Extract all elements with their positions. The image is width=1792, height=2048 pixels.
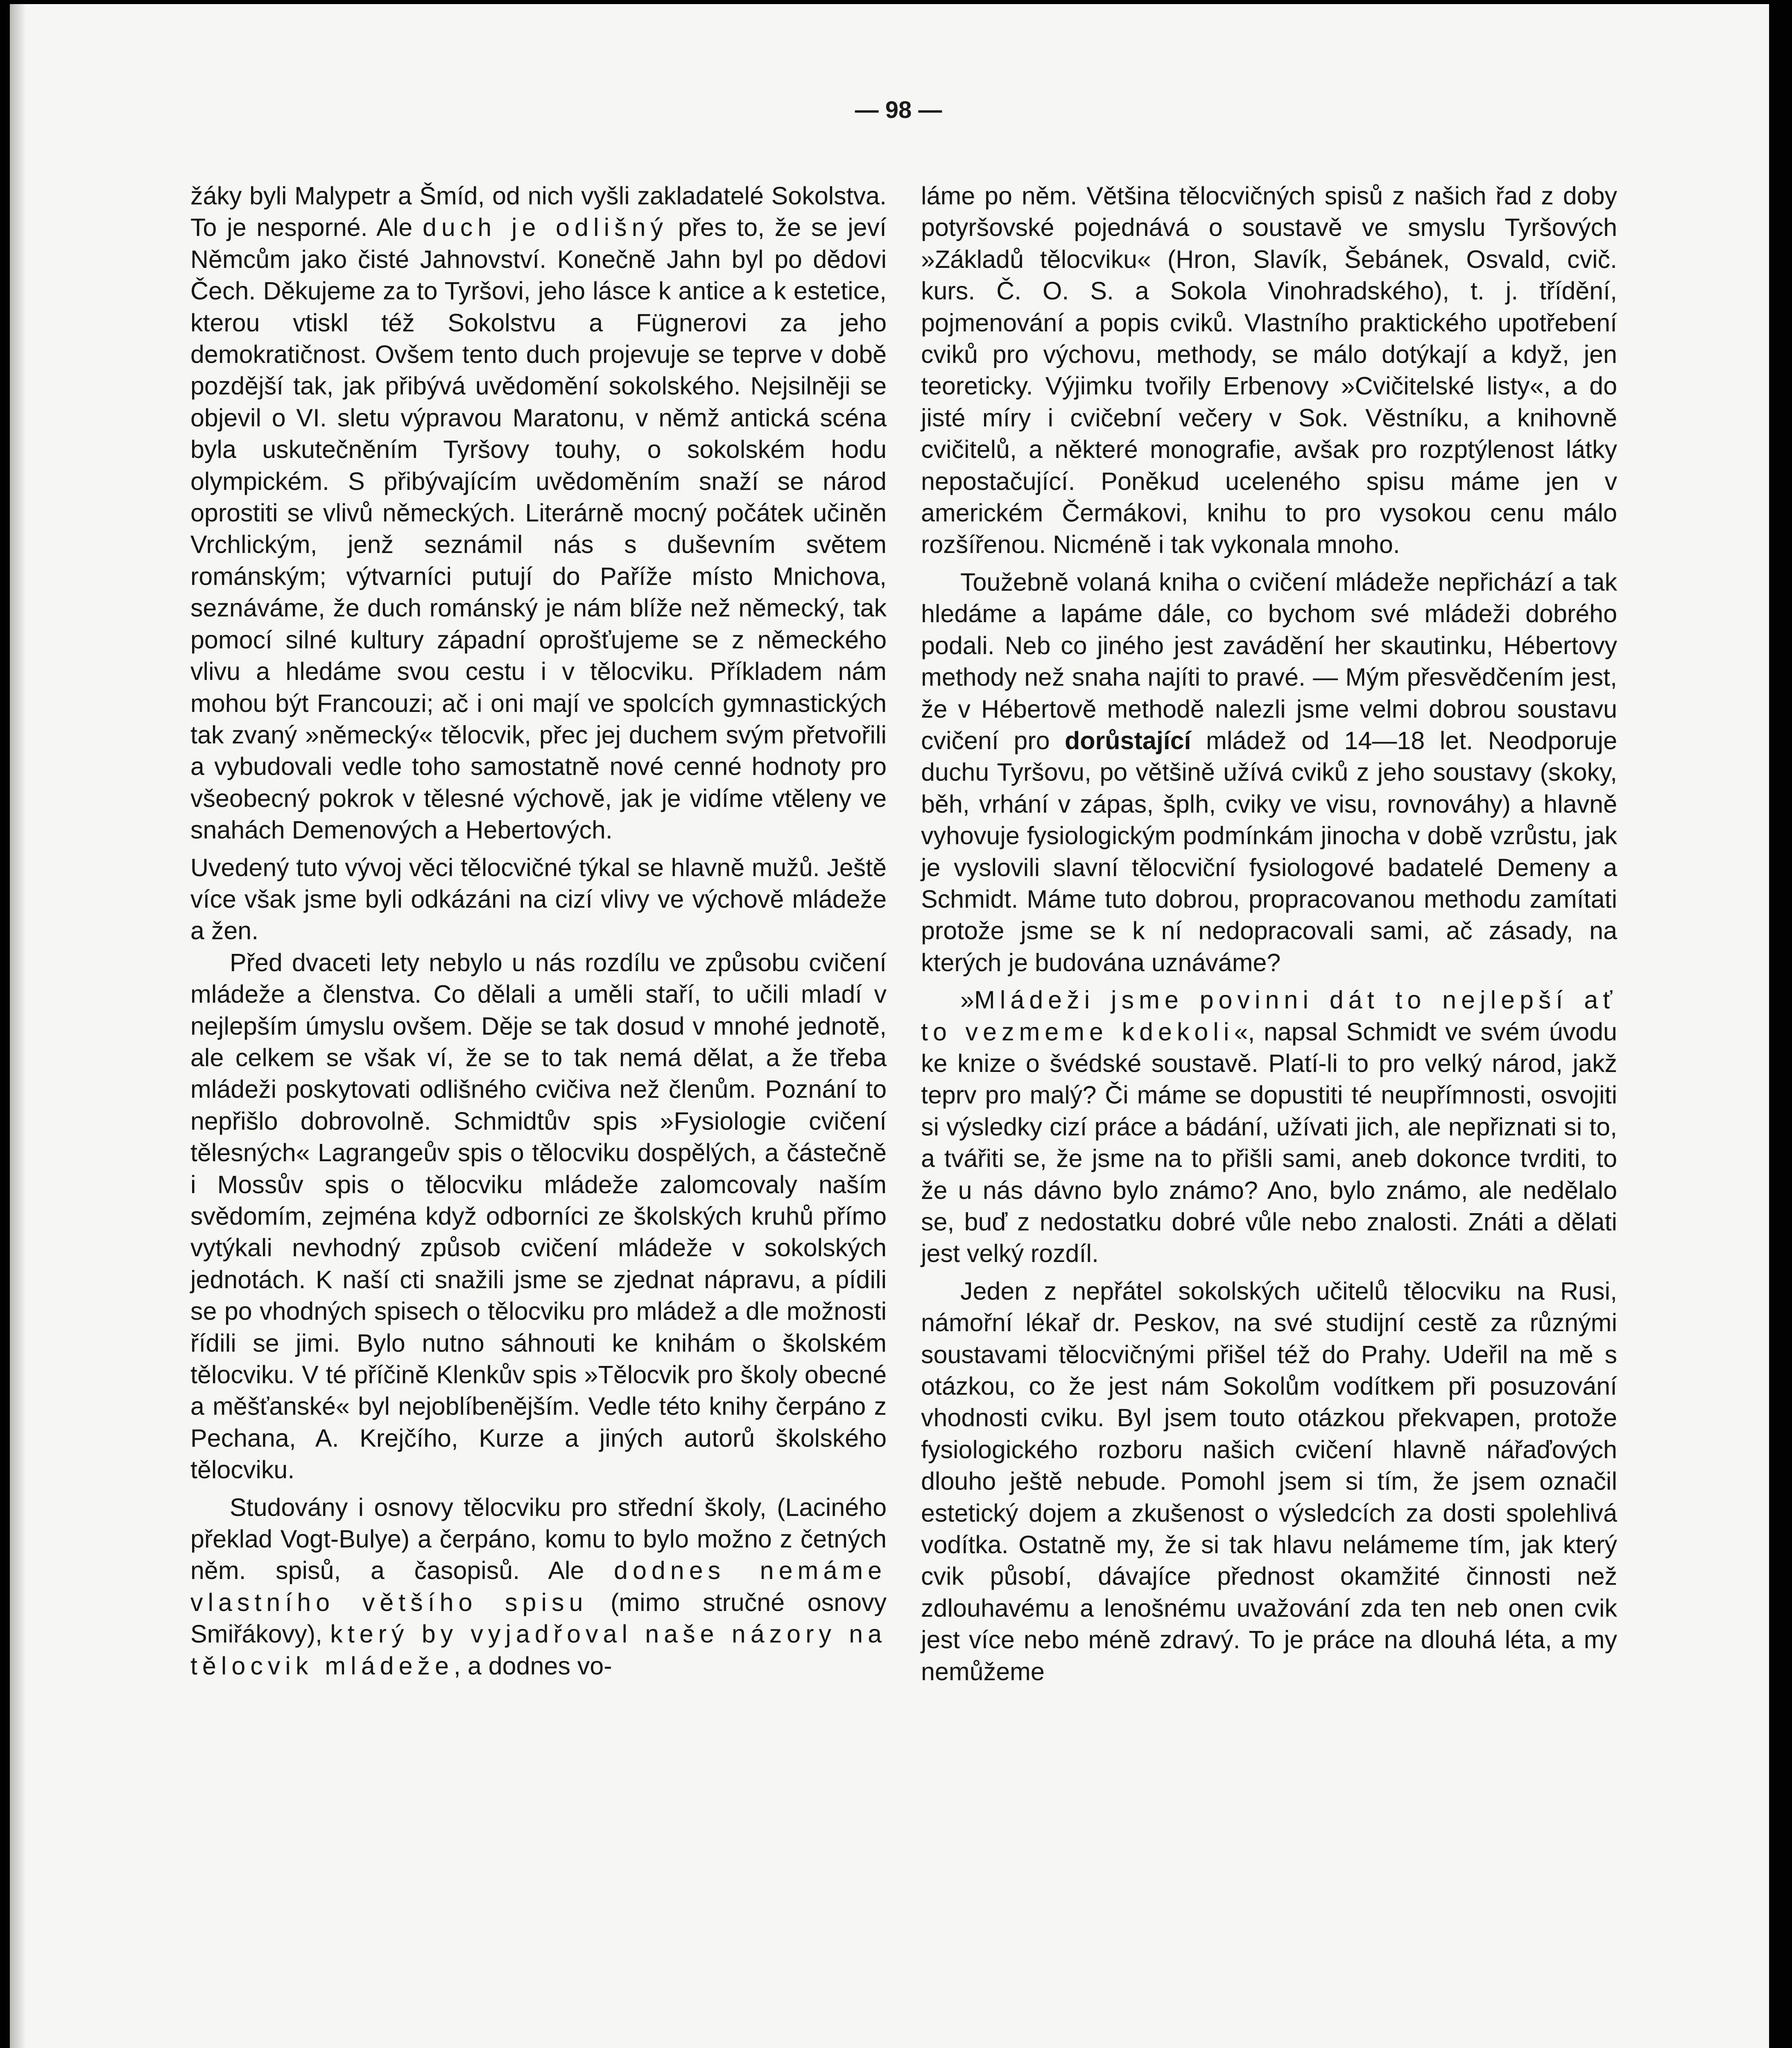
paragraph	[190, 180, 887, 846]
text-run: mládež od 14—18 let. Neodporuje duchu Tyršovu, po většině užívá cviků z jeho soustavy (skoky, běh, vrhání v zápas, šplh, cviky ve visu, rovnováhy) a hlavně vyhovuje fysiologickým podmínkám jinocha v době vzrůstu, jak je vyslovili slavní tělocviční fysiologové badatelé Demeny a Schmidt. Máme tuto dobrou, propracovanou methodu zamítati protože jsme se k ní nedopracovali sami, ač zásady, na kterých je budována uznáváme?	[921, 726, 1617, 976]
paragraph	[921, 984, 1617, 1270]
bold-emphasis: dorůstající	[1065, 726, 1191, 754]
text-run: Studovány i osnovy tělocviku pro střední školy, (Laciného překlad Vogt-Bulye) a čerpáno, komu to bylo možno z četných něm. spisů, a časopisů. Ale	[190, 1493, 887, 1585]
text-run: »	[960, 986, 974, 1014]
spaced-emphasis: který by vyjadřoval naše názory na tělocvik mládeže	[190, 1620, 887, 1680]
text-run: žáky byli Malypetr a Šmíd, od nich vyšli zakladatelé Sokolstva. To je nesporné. Ale	[190, 182, 887, 242]
text-run: «, napsal Schmidt ve svém úvodu ke knize o švédské soustavě. Platí-li to pro velký národ, jakž teprv pro malý? Či máme se dopustiti té neupřímnosti, osvojiti si výsledky cizí práce a bádání, užívati jich, ale nepřiznati si to, a tvářiti se, že jsme na to přišli sami, aneb dokonce tvrditi, to že u nás dávno bylo známo? Ano, bylo známo, ale nedělalo se, buď z nedostatku dobré vůle nebo znalosti. Znáti a dělati jest velký rozdíl.	[921, 1017, 1617, 1268]
text-run: Jeden z nepřátel sokolských učitelů tělocviku na Rusi, námořní lékař dr. Peskov, na své studijní cestě za různými soustavami tělocvičnými přišel též do Prahy. Udeřil na mě s otázkou, co že jest nám Sokolům vodítkem při posuzování vhodnosti cviku. Byl jsem touto otázkou překvapen, protože fysiologického rozboru našich cvičení hlavně nářaďových dlouho ještě nebude. Pomohl jsem si tím, že jsem označil estetický dojem a zkušenost o výsledcích za dosti spolehlivá vodítka. Ostatně my, že si tak hlavu nelámeme tím, jak který cvik působí, dávajíce přednost okamžité činnosti než zdlouhavému a lenošnému uvažování zda ten neb onen cvik jest více nebo méně zdravý. To je práce na dlouhá léta, a my nemůžeme	[921, 1277, 1617, 1686]
paragraph	[921, 180, 1617, 561]
text-run: (mimo stručné osnovy Smiřákovy),	[190, 1588, 887, 1648]
text-run: přes to, že se jeví Němcům jako čisté Jahnovství. Konečně Jahn byl po dědovi Čech. Děkujeme za to Tyršovi, jeho lásce k antice a k estetice, kterou vtiskl též Sokolstvu a Fügnerovi za jeho demokratičnost. Ovšem tento duch projevuje se teprve v době pozdější tak, jak přibývá uvědomění sokolského. Nejsilněji se objevil o VI. sletu výpravou Maratonu, v němž antická scéna byla uskutečněním Tyršovy touhy, o sokolském hodu olympickém. S přibývajícím uvědoměním snaží se národ oprostiti se vlivů německých. Literárně mocný počátek učiněn Vrchlickým, jenž seznámil nás s duševním světem románským; výtvarníci putují do Paříže místo Mnichova, seznáváme, že duch románský je nám blíže než německý, tak pomocí silné kultury západní oprošťujeme se z německého vlivu a hledáme svou cestu i v tělocviku. Příkladem nám mohou být Francouzi; ač i oni mají ve spolcích gymnastických tak zvaný »německý« tělocvik, přec jej duchem svým přetvořili a vybudovali vedle toho samostatně nové cenné hodnoty pro všeobecný pokrok v tělesné výchově, jak je vidíme vtěleny ve snahách Demenových a Hebertových.	[190, 213, 887, 844]
paragraph	[921, 566, 1617, 979]
book-page	[10, 4, 1769, 2048]
spaced-emphasis: duch je odlišný	[422, 213, 668, 242]
paragraph	[921, 1275, 1617, 1688]
text-run: Před dvaceti lety nebylo u nás rozdílu ve způsobu cvičení mládeže a členstva. Co dělali a uměli staří, to učili mladí v nejlepším úmyslu ovšem. Děje se tak dosud v mnohé jednotě, ale celkem se však ví, že se to tak nemá dělat, a že třeba mládeži poskytovati odlišného cvičiva než členům. Poznání to nepřišlo dobrovolně. Schmidtův spis »Fysiologie cvičení tělesných« Lagrangeův spis o tělocviku dospělých, a částečně i Mossův spis o tělocviku mládeže zalomcovaly naším svědomím, zejména když odborníci ze školských kruhů přímo vytýkali nevhodný způsob cvičení mládeže v sokolských jednotách. K naší cti snažili jsme se zjednat nápravu, a pídili se po vhodných spisech o tělocviku pro mládež a dle možnosti řídili se jimi. Bylo nutno sáhnouti ke knihám o školském tělocviku. V té příčině Klenkův spis »Tělocvik pro školy obecné a měšťanské« byl nejoblíbenějším. Vedle této knihy čerpáno z Pechana, A. Krejčího, Kurze a jiných autorů školského tělocviku.	[190, 948, 887, 1484]
paragraph	[190, 947, 887, 1486]
paragraph	[190, 852, 887, 947]
paragraph	[190, 1492, 887, 1682]
text-run: Toužebně volaná kniha o cvičení mládeže nepřichází a tak hledáme a lapáme dále, co bychom své mládeži dobrého podali. Neb co jiného jest zavádění her skautinku, Hébertovy methody než snaha najíti to pravé. — Mým přesvědčením jest, že v Hébertově methodě nalezli jsme velmi dobrou soustavu cvičení pro	[921, 568, 1617, 754]
right-column	[921, 180, 1617, 2048]
text-run: Uvedený tuto vývoj věci tělocvičné týkal se hlavně mužů. Ještě více však jsme byli odkázáni na cizí vlivy ve výchově mládeže a žen.	[190, 853, 887, 945]
text-run: láme po něm. Většina tělocvičných spisů z našich řad z doby potyršovské pojednává o soustavě ve smyslu Tyršových »Základů tělocviku« (Hron, Slavík, Šebánek, Osvald, cvič. kurs. Č. O. S. a Sokola Vinohradského), t. j. třídění, pojmenování a popis cviků. Vlastního praktického upotřebení cviků pro výchovu, methody, se málo dotýkají a když, jen teoreticky. Výjimku tvořily Erbenovy »Cvičitelské listy«, a do jisté míry i cvičební večery v Sok. Věstníku, a knihovně cvičitelů, a některé monografie, avšak pro rozptýlenost látky nepostačující. Poněkud uceleného spisu máme jen v americkém Čermákovi, knihu to pro vysokou cenu málo rozšířenou. Nicméně i tak vykonala mnoho.	[921, 182, 1617, 559]
spaced-emphasis: Mládeži jsme povinni dát to nejlepší ať to vezmeme kdekoli	[921, 986, 1617, 1046]
spaced-emphasis: dodnes nemáme vlastního většího spisu	[190, 1556, 887, 1616]
page-edge-shadow	[10, 4, 26, 2048]
page-number: — 98 —	[855, 97, 942, 123]
left-column	[190, 180, 887, 2048]
text-run: , a dodnes vo-	[453, 1652, 612, 1680]
